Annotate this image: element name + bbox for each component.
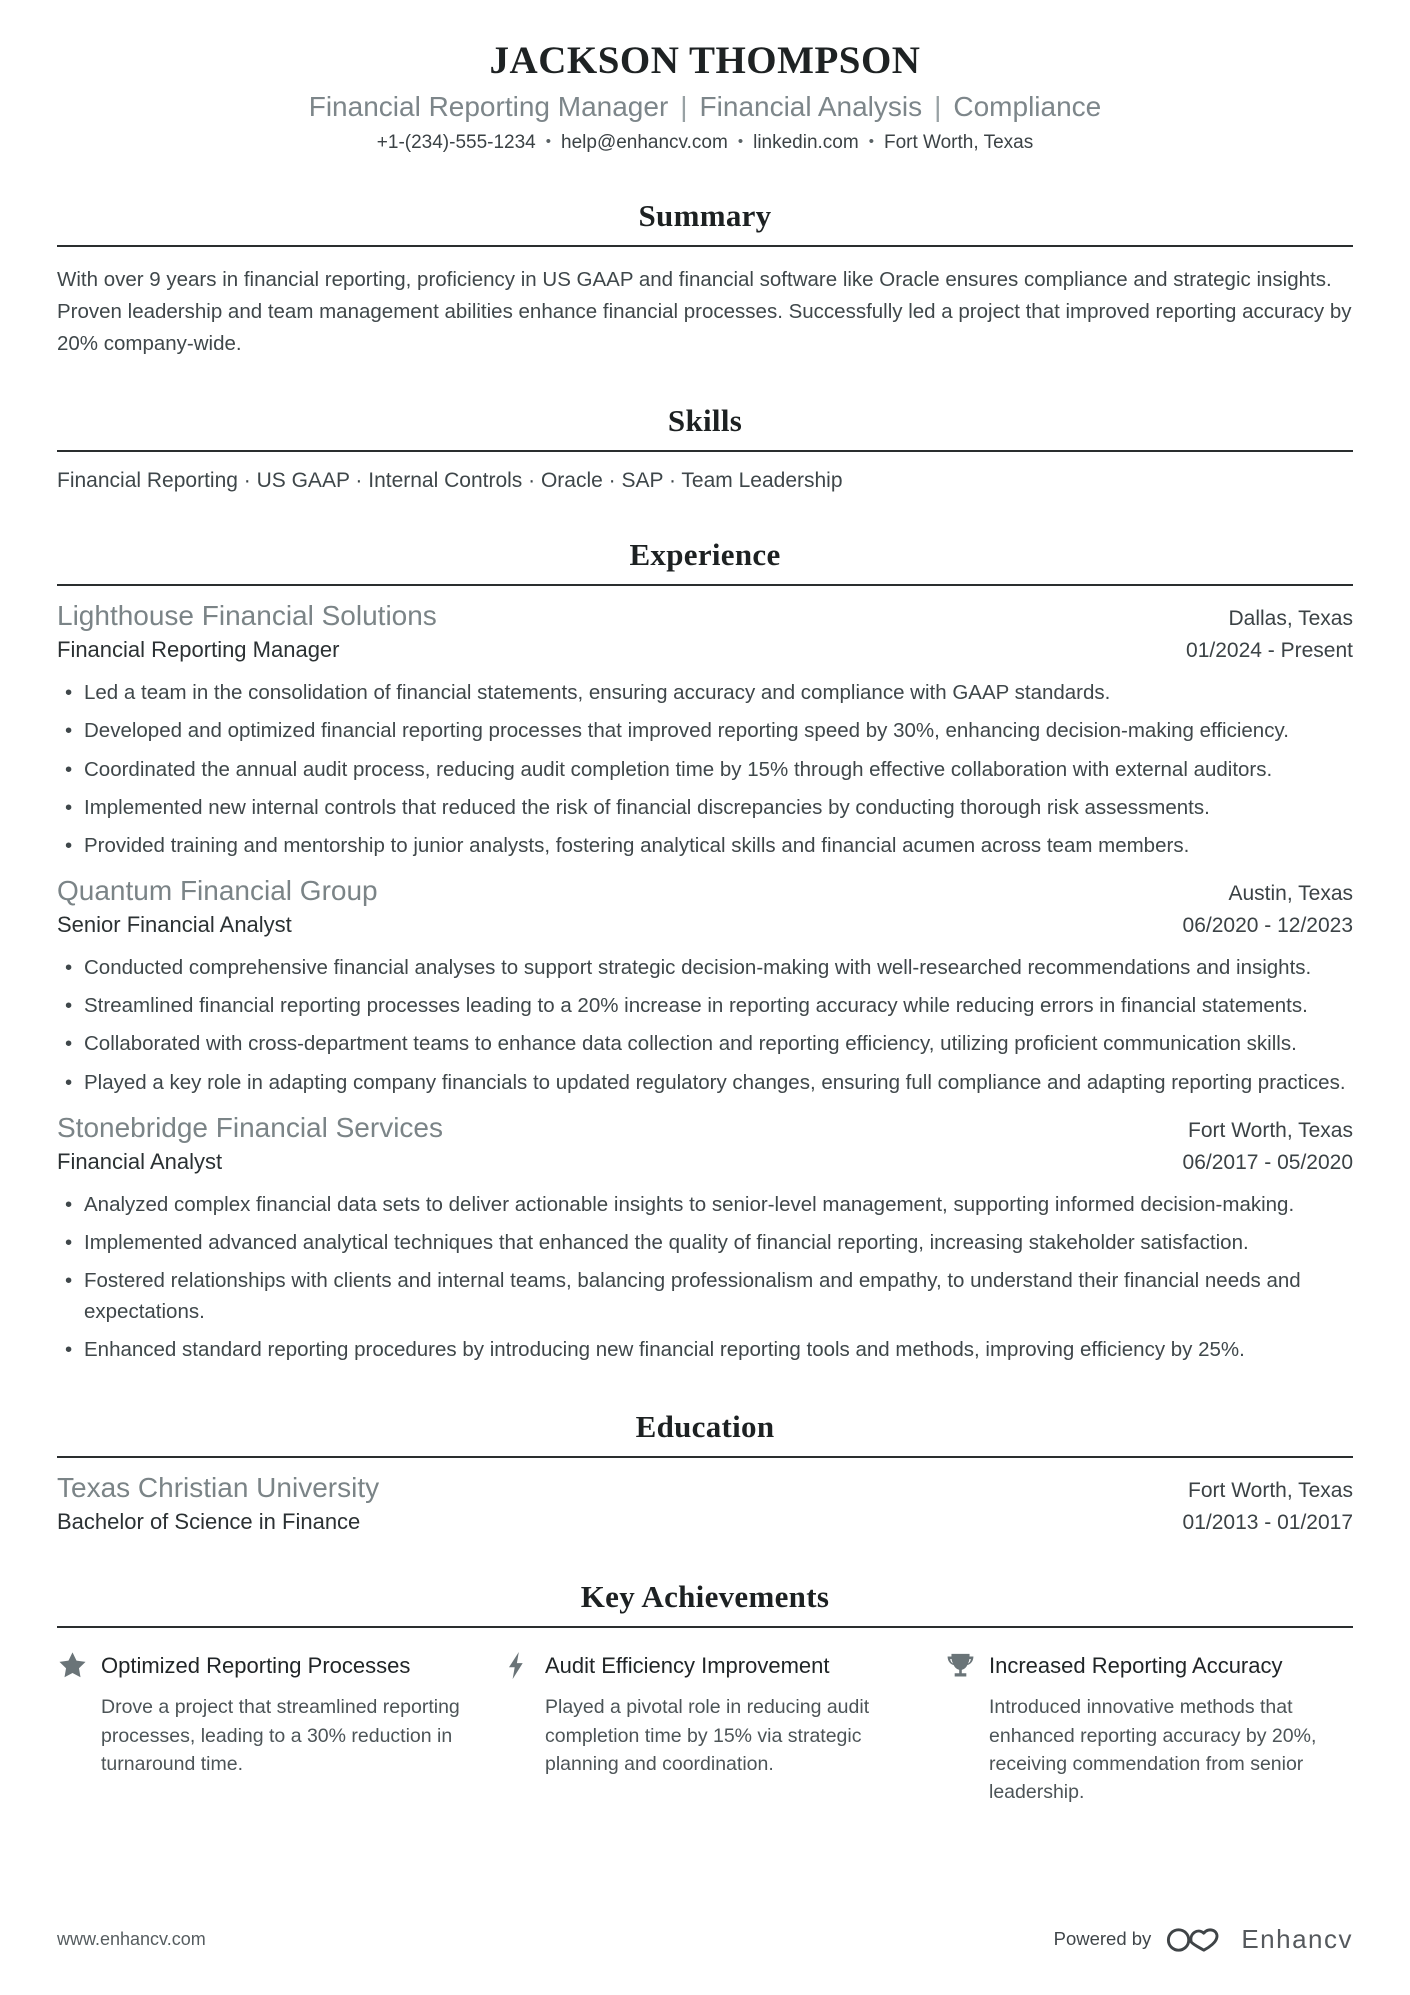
achievement-title: Increased Reporting Accuracy [989,1652,1283,1678]
headline-part: Financial Reporting Manager [308,91,669,122]
job-bullet: • Analyzed complex financial data sets to deliver actionable insights to senior-level management, supporting informed decision-making. [57,1189,1353,1220]
footer-brand [1054,1921,1353,1957]
job-bullet: • Collaborated with cross-department teams to enhance data collection and reporting efficiency, utilizing proficient communication skills. [57,1028,1353,1059]
contact-row [57,132,1353,154]
experience-entry [57,875,1353,1098]
achievement-text: Drove a project that streamlined reporting processes, leading to a 30% reduction in turnaround time. [101,1696,460,1776]
education-dates: 01/2013 - 01/2017 [1182,1511,1353,1535]
job-bullet: • Coordinated the annual audit process, reducing audit completion time by 15% through effective collaboration with external auditors. [57,754,1353,785]
job-dates: 06/2020 - 12/2023 [1182,914,1353,938]
job-bullets [57,1189,1353,1366]
job-dates: 01/2024 - Present [1186,639,1353,663]
company-name: Lighthouse Financial Solutions [57,600,437,632]
job-bullets [57,677,1353,861]
achievement-card [501,1650,909,1806]
section-divider [57,450,1353,452]
section-achievements [57,1579,1353,1806]
company-name: Quantum Financial Group [57,875,378,907]
job-bullets [57,952,1353,1098]
company-name: Stonebridge Financial Services [57,1111,443,1143]
achievement-title: Audit Efficiency Improvement [545,1652,830,1678]
school-name: Texas Christian University [57,1472,380,1504]
job-location: Austin, Texas [1228,882,1353,906]
contact-separator: • [737,133,744,150]
job-title: Financial Reporting Manager [57,637,340,663]
contact-linkedin[interactable]: linkedin.com [753,132,859,153]
section-summary [57,198,1353,359]
job-bullet: • Streamlined financial reporting processes leading to a 20% increase in reporting accuracy while reducing errors in financial statements. [57,990,1353,1021]
achievements-title: Key Achievements [580,1579,830,1615]
education-entry [57,1472,1353,1535]
job-bullet: • Developed and optimized financial reporting processes that improved reporting speed by 30%, enhancing decision-making efficiency. [57,715,1353,746]
headline-separator: | [934,91,942,122]
section-skills [57,403,1353,493]
section-divider [57,245,1353,247]
resume-header [57,38,1353,154]
headline-separator: | [680,91,688,122]
job-bullet: • Played a key role in adapting company financials to updated regulatory changes, ensuring full compliance and adapting reporting practices. [57,1067,1353,1098]
job-title: Senior Financial Analyst [57,912,292,938]
skills-list: Financial Reporting · US GAAP · Internal Controls · Oracle · SAP · Team Leadership [57,469,843,493]
job-bullet: • Led a team in the consolidation of financial statements, ensuring accuracy and compliance with GAAP standards. [57,677,1353,708]
star-icon [57,1650,88,1681]
experience-entry [57,600,1353,861]
section-divider [57,584,1353,586]
lightning-icon [501,1650,532,1681]
achievement-card [945,1650,1353,1806]
contact-location: Fort Worth, Texas [883,132,1034,153]
experience-title: Experience [629,537,781,573]
summary-text: With over 9 years in financial reporting, proficiency in US GAAP and financial software like Oracle ensures compliance and strategic insights. Proven leadership and team management abilities enhance financial processes. Successfully led a project that improved reporting accuracy by 20% company-wide. [57,268,1352,355]
section-education [57,1409,1353,1535]
achievement-text: Introduced innovative methods that enhanced reporting accuracy by 20%, receiving commendation from senior leadership. [989,1696,1317,1804]
person-name: JACKSON THOMPSON [489,39,921,82]
contact-email[interactable]: help@enhancv.com [561,132,728,153]
education-title: Education [635,1409,775,1445]
footer-website-link[interactable]: www.enhancv.com [57,1928,206,1949]
headline-part: Financial Analysis [699,91,923,122]
job-bullet: • Implemented new internal controls that reduced the risk of financial discrepancies by conducting thorough risk assessments. [57,792,1353,823]
contact-phone: +1-(234)-555-1234 [376,132,536,153]
section-divider [57,1626,1353,1628]
page-footer [57,1921,1353,1957]
achievement-card [57,1650,465,1806]
job-location: Dallas, Texas [1228,607,1353,631]
headline-part: Compliance [953,91,1102,122]
contact-separator: • [868,133,874,150]
job-bullet: • Conducted comprehensive financial analyses to support strategic decision-making with well-researched recommendations and insights. [57,952,1353,983]
job-bullet: • Provided training and mentorship to junior analysts, fostering analytical skills and financial acumen across team members. [57,830,1353,861]
achievement-text: Played a pivotal role in reducing audit completion time by 15% via strategic planning and coordination. [545,1696,870,1776]
achievements-grid [57,1650,1353,1806]
enhancv-logo-icon[interactable] [1165,1921,1227,1957]
section-divider [57,1456,1353,1458]
summary-title: Summary [638,198,772,233]
enhancv-brand-name[interactable]: Enhancv [1241,1923,1353,1954]
degree-name: Bachelor of Science in Finance [57,1509,361,1535]
job-title: Financial Analyst [57,1148,223,1174]
section-experience [57,537,1353,1365]
headline [57,91,1353,123]
achievement-title: Optimized Reporting Processes [101,1652,411,1678]
school-location: Fort Worth, Texas [1188,1479,1353,1503]
trophy-icon [945,1650,976,1681]
skills-title: Skills [667,403,743,439]
job-bullet: • Implemented advanced analytical techniques that enhanced the quality of financial reporting, increasing stakeholder satisfaction. [57,1227,1353,1258]
job-bullet: • Fostered relationships with clients and internal teams, balancing professionalism and empathy, to understand their financial needs and expectations. [57,1265,1353,1327]
job-dates: 06/2017 - 05/2020 [1182,1150,1353,1174]
job-location: Fort Worth, Texas [1188,1118,1353,1142]
experience-entry [57,1112,1353,1366]
job-bullet: • Enhanced standard reporting procedures by introducing new financial reporting tools and methods, improving efficiency by 25%. [57,1334,1353,1365]
powered-by-label: Powered by [1053,1928,1152,1949]
contact-separator: • [545,133,552,150]
